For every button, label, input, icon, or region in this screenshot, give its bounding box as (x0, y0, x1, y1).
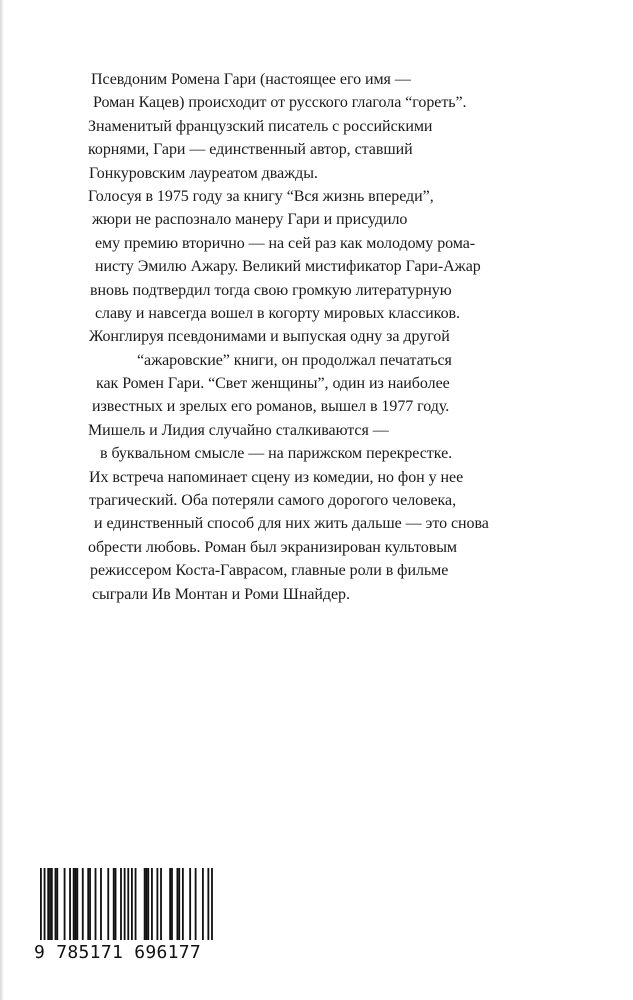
annotation-line: жюри не распознало манеру Гари и присудило (92, 211, 408, 229)
annotation-line: и единственный способ для них жить дальше — это снова (94, 515, 489, 533)
barcode-bar (87, 868, 89, 940)
barcode-bar (55, 868, 57, 940)
annotation-line: трагический. Оба потеряли самого дорогого человека, (89, 492, 457, 510)
barcode-bar (156, 868, 158, 940)
barcode-bar (211, 868, 213, 944)
annotation-line: Голосуя в 1975 году за книгу “Вся жизнь впереди”, (88, 187, 434, 205)
annotation-line: Мишель и Лидия случайно сталкиваются — (88, 421, 389, 439)
barcode-bar (82, 868, 84, 940)
annotation-line: сыграли Ив Монтан и Роми Шнайдер. (92, 585, 350, 603)
barcode-bar (195, 868, 197, 940)
barcode-bar (182, 868, 184, 940)
barcode-bar (160, 868, 162, 940)
barcode-bar (44, 868, 46, 944)
annotation-line: как Ромен Гари. “Свет женщины”, один из наиболее (96, 375, 450, 393)
barcode-bar (169, 868, 171, 940)
annotation-line: ему премию вторично — на сей раз как молодому рома- (95, 234, 476, 252)
annotation-line: “ажаровские” книги, он продолжал печататься (137, 351, 452, 369)
barcode-bar (151, 868, 153, 940)
barcode-bar (73, 868, 75, 940)
annotation-line: вновь подтвердил тогда свою громкую литературную (90, 281, 452, 299)
annotation-line: нисту Эмилю Ажару. Великий мистификатор Гари-Ажар (95, 258, 481, 276)
barcode-bar (100, 868, 102, 940)
barcode-bar (147, 868, 149, 940)
isbn-barcode (32, 868, 214, 970)
annotation-line: Знаменитый французский писатель с российскими (88, 117, 433, 135)
barcode-bar (75, 868, 77, 940)
annotation-line: в буквальном смысле — на парижском перекрестке. (100, 445, 453, 463)
annotation-line: Гонкуровским лауреатом дважды. (89, 164, 318, 182)
annotation-line: корнями, Гари — единственный автор, ставший (88, 141, 413, 159)
annotation-line: обрести любовь. Роман был экранизирован культовым (88, 538, 458, 556)
annotation-line: Роман Кацев) происходит от русского глагола “гореть”. (93, 94, 467, 112)
barcode-bar (107, 868, 109, 940)
annotation-line: известных и зрелых его романов, вышел в 1977 году. (92, 398, 450, 416)
barcode-bar (202, 868, 204, 940)
barcode-bar (135, 868, 137, 940)
barcode-bar (69, 868, 71, 940)
barcode-bar (177, 868, 179, 940)
annotation-line: Их встреча напоминает сцену из комедии, но фон у нее (89, 468, 464, 486)
barcode-bar (171, 868, 173, 940)
annotation-line: режиссером Коста-Гаврасом, главные роли в фильме (90, 562, 449, 580)
barcode-bar (47, 868, 49, 940)
barcode-bar (76, 868, 78, 940)
barcode-bar (51, 868, 53, 940)
barcode-bar (131, 868, 133, 940)
barcode-bar (124, 868, 126, 944)
barcode-bar (127, 868, 129, 944)
barcode-bar (178, 868, 180, 940)
annotation-line: Жонглируя псевдонимами и выпуская одну за другой (89, 328, 450, 346)
barcode-bar (120, 868, 122, 940)
barcode-bar (189, 868, 191, 940)
isbn-number: 9 785171 696177 (32, 940, 214, 966)
barcode-bar (113, 868, 115, 940)
barcode-bar (115, 868, 117, 940)
barcode-bar (64, 868, 66, 940)
barcode-bar (144, 868, 146, 940)
barcode-bar (207, 868, 209, 944)
book-annotation (0, 68, 633, 606)
barcode-bar (95, 868, 97, 940)
barcode-bars (32, 868, 214, 944)
barcode-bar (146, 868, 148, 940)
barcode-bar (89, 868, 91, 940)
annotation-line: славу и навсегда вошел в когорту мировых классиков. (95, 304, 460, 322)
barcode-bar (56, 868, 58, 940)
barcode-bar (40, 868, 42, 944)
annotation-line: Псевдоним Ромена Гари (настоящее его имя — (91, 71, 411, 88)
barcode-bar (49, 868, 51, 940)
